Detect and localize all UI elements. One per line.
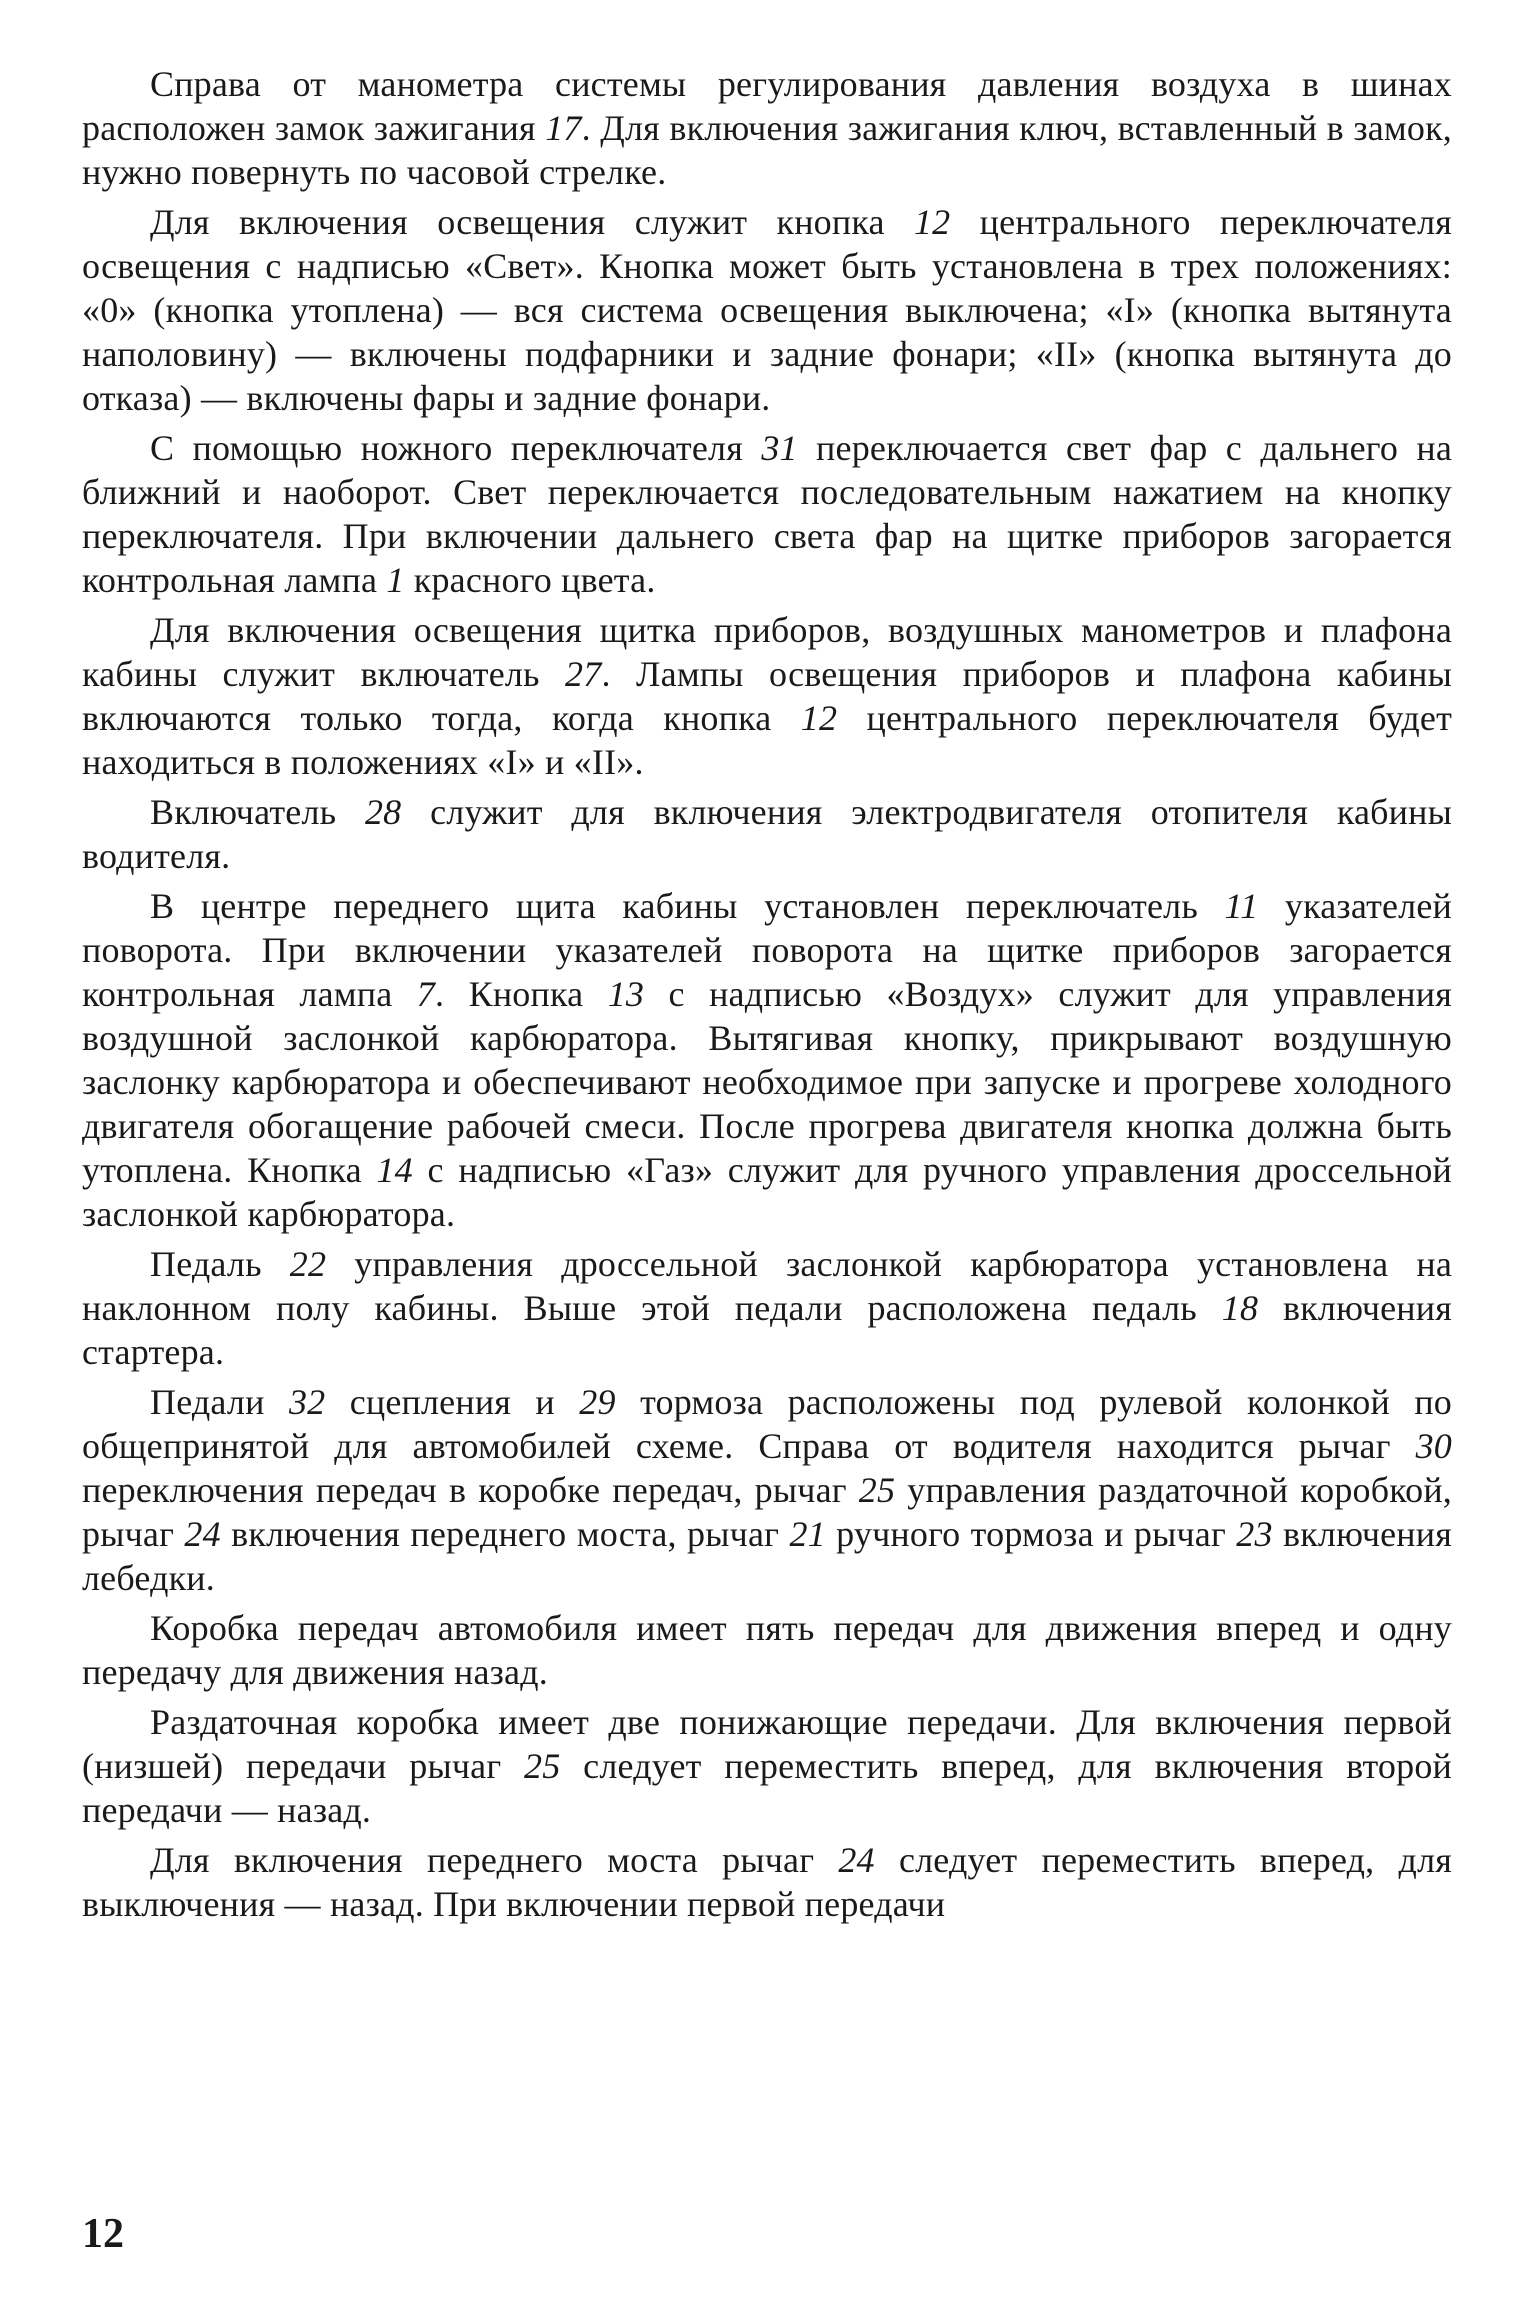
paragraph [82, 790, 1452, 878]
reference-number: 29 [579, 1382, 616, 1422]
reference-number: 28 [364, 792, 402, 832]
paragraph-text: переключения передач в коробке передач, рычаг [82, 1470, 859, 1510]
reference-number: 18 [1221, 1288, 1259, 1328]
paragraph-text: управления раздаточной коробкой, рычаг [82, 1470, 1452, 1554]
paragraph-text: Справа от манометра системы регулирования давления воздуха в шинах расположен замок зажигания [82, 64, 1452, 148]
paragraph-text: управления дроссельной заслонкой карбюратора установлена на наклонном полу кабины. Выше этой педали расположена педаль [82, 1244, 1452, 1328]
reference-number: 17 [545, 108, 582, 148]
paragraph [82, 1606, 1452, 1694]
paragraph [82, 608, 1452, 784]
paragraph [82, 200, 1452, 420]
reference-number: 12 [913, 202, 951, 242]
paragraph-text: сцепления и [325, 1382, 580, 1422]
reference-number: 31 [761, 428, 798, 468]
paragraph-text: тормоза расположены под рулевой колонкой по общепринятой для автомобилей схеме. Справа от водителя находится рычаг [82, 1382, 1453, 1466]
paragraph [82, 1700, 1452, 1832]
reference-number: 1 [386, 560, 405, 600]
reference-number: 30 [1415, 1426, 1452, 1466]
paragraph-text: указателей поворота. При включении указателей поворота на щитке приборов загорается контрольная лампа [82, 886, 1452, 1014]
paragraph-text: с надписью «Воздух» служит для управления воздушной заслонкой карбюратора. Вытягивая кнопку, прикрывают воздушную заслонку карбюратора и обеспечивают необходимое при запуске и прогреве холодного двигателя обогащение рабочей смеси. После прогрева двигателя кнопка должна быть утоплена. Кнопка [82, 974, 1452, 1190]
reference-number: 11 [1224, 886, 1259, 926]
reference-number: 12 [800, 698, 838, 738]
paragraph [82, 426, 1452, 602]
paragraph-text: красного цвета. [404, 560, 656, 600]
paragraph-text: Включатель [150, 792, 365, 832]
reference-number: 22 [289, 1244, 327, 1284]
paragraph [82, 62, 1452, 194]
reference-number: 32 [288, 1382, 326, 1422]
paragraph-text: включения переднего моста, рычаг [220, 1514, 790, 1554]
paragraph-text: следует переместить вперед, для выключения — назад. При включении первой передачи [82, 1840, 1452, 1924]
paragraph-text: С помощью ножного переключателя [150, 428, 762, 468]
paragraph-text: Для включения переднего моста рычаг [150, 1840, 839, 1880]
paragraph [82, 1380, 1452, 1600]
paragraph-text: . Кнопка [435, 974, 608, 1014]
paragraph-text: . Для включения зажигания ключ, вставленный в замок, нужно повернуть по часовой стрелке. [82, 108, 1452, 192]
paragraph-text: В центре переднего щита кабины установлен переключатель [150, 886, 1225, 926]
reference-number: 25 [524, 1746, 561, 1786]
reference-number: 23 [1236, 1514, 1273, 1554]
reference-number: 27 [565, 654, 602, 694]
paragraph [82, 1242, 1452, 1374]
paragraph-text: следует переместить вперед, для включения второй передачи — назад. [82, 1746, 1452, 1830]
paragraph [82, 884, 1452, 1236]
paragraph-text: включения лебедки. [82, 1514, 1452, 1598]
paragraph-text: центрального переключателя будет находиться в положениях «I» и «II». [82, 698, 1452, 782]
paragraph-text: ручного тормоза и рычаг [825, 1514, 1237, 1554]
paragraph-text: служит для включения электродвигателя отопителя кабины водителя. [82, 792, 1453, 876]
reference-number: 13 [607, 974, 645, 1014]
reference-number: 25 [858, 1470, 896, 1510]
paragraph-text: . Лампы освещения приборов и плафона кабины включаются только тогда, когда кнопка [82, 654, 1452, 738]
paragraph-text: Педаль [150, 1244, 290, 1284]
paragraph-list [82, 62, 1452, 1926]
paragraph-text: с надписью «Газ» служит для ручного управления дроссельной заслонкой карбюратора. [82, 1150, 1453, 1234]
paragraph-text: Раздаточная коробка имеет две понижающие передачи. Для включения первой (низшей) передачи рычаг [82, 1702, 1452, 1786]
paragraph [82, 1838, 1452, 1926]
reference-number: 14 [376, 1150, 413, 1190]
paragraph-text: Для включения освещения щитка приборов, воздушных манометров и плафона кабины служит включатель [82, 610, 1452, 694]
paragraph-text: Для включения освещения служит кнопка [150, 202, 914, 242]
paragraph-text: Коробка передач автомобиля имеет пять передач для движения вперед и одну передачу для движения назад. [82, 1608, 1452, 1692]
reference-number: 7 [416, 974, 435, 1014]
reference-number: 24 [184, 1514, 221, 1554]
page-number: 12 [82, 2211, 124, 2257]
paragraph-text: Педали [150, 1382, 289, 1422]
paragraph-text: включения стартера. [82, 1288, 1452, 1372]
paragraph-text: центрального переключателя освещения с надписью «Свет». Кнопка может быть установлена в трех положениях: «0» (кнопка утоплена) — вся система освещения выключена; «I» (кнопка вытянута наполовину) — включены подфарники и задние фонари; «II» (кнопка вытянута до отказа) — включены фары и задние фонари. [82, 202, 1453, 418]
reference-number: 24 [838, 1840, 875, 1880]
paragraph-text: переключается свет фар с дальнего на ближний и наоборот. Свет переключается последовательным нажатием на кнопку переключателя. При включении дальнего света фар на щитке приборов загорается контрольная лампа [82, 428, 1452, 600]
reference-number: 21 [789, 1514, 826, 1554]
page-body [82, 62, 1452, 1932]
